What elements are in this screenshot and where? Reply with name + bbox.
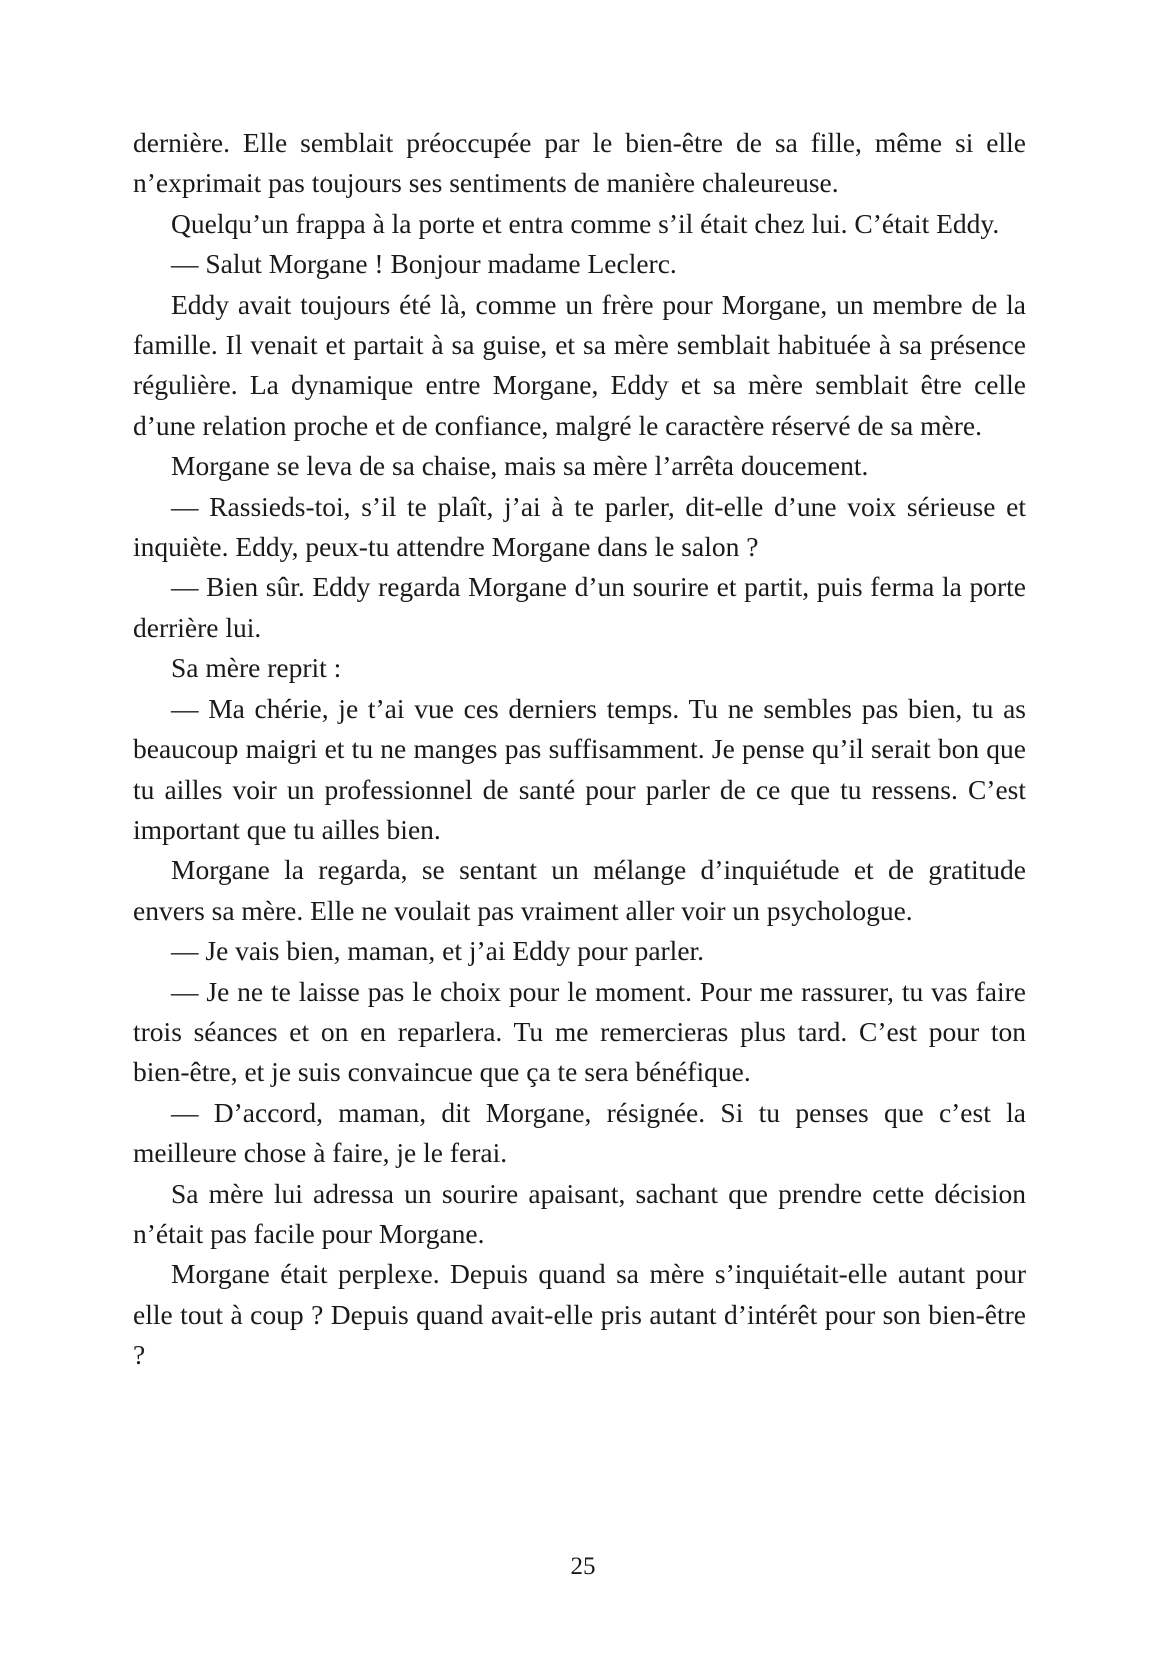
dialogue-line: — D’accord, maman, dit Morgane, résignée. Si tu penses que c’est la meilleure chose à faire, je le ferai. — [133, 1096, 1026, 1169]
paragraph: Quelqu’un frappa à la porte et entra comme s’il était chez lui. C’était Eddy. — [171, 207, 1000, 239]
page-body — [133, 123, 1026, 1376]
dialogue-line: — Salut Morgane ! Bonjour madame Leclerc. — [171, 248, 677, 280]
paragraph: Morgane se leva de sa chaise, mais sa mère l’arrêta doucement. — [171, 450, 869, 482]
dialogue-line: — Ma chérie, je t’ai vue ces derniers temps. Tu ne sembles pas bien, tu as beaucoup maigri et tu ne manges pas suffisamment. Je pense qu’il serait bon que tu ailles voir un professionnel de santé pour parler de ce que tu ressens. C’est important que tu ailles bien. — [133, 692, 1026, 845]
paragraph: Eddy avait toujours été là, comme un frère pour Morgane, un membre de la famille. Il venait et partait à sa guise, et sa mère semblait habituée à sa présence régulière. La dynamique entre Morgane, Eddy et sa mère semblait être celle d’une relation proche et de confiance, malgré le caractère réservé de sa mère. — [133, 288, 1026, 441]
paragraph: Sa mère reprit : — [171, 652, 342, 684]
dialogue-line: — Je ne te laisse pas le choix pour le moment. Pour me rassurer, tu vas faire trois séances et on en reparlera. Tu me remercieras plus tard. C’est pour ton bien-être, et je suis convaincue que ça te sera bénéfique. — [133, 975, 1026, 1088]
paragraph: Sa mère lui adressa un sourire apaisant, sachant que prendre cette décision n’était pas facile pour Morgane. — [133, 1177, 1026, 1249]
dialogue-line: — Je vais bien, maman, et j’ai Eddy pour parler. — [171, 935, 705, 967]
page-number: 25 — [570, 1553, 596, 1580]
paragraph: Morgane était perplexe. Depuis quand sa mère s’inquiétait-elle autant pour elle tout à coup ? Depuis quand avait-elle pris autant d’intérêt pour son bien-être ? — [133, 1258, 1026, 1371]
dialogue-line: — Rassieds-toi, s’il te plaît, j’ai à te parler, dit-elle d’une voix sérieuse et inquiète. Eddy, peux-tu attendre Morgane dans le salon ? — [133, 490, 1026, 563]
paragraph: dernière. Elle semblait préoccupée par le bien-être de sa fille, même si elle n’exprimait pas toujours ses sentiments de manière chaleureuse. — [133, 127, 1026, 199]
paragraph: Morgane la regarda, se sentant un mélange d’inquiétude et de gratitude envers sa mère. Elle ne voulait pas vraiment aller voir un psychologue. — [133, 854, 1026, 926]
dialogue-line: — Bien sûr. Eddy regarda Morgane d’un sourire et partit, puis ferma la porte derrière lui. — [133, 571, 1026, 643]
